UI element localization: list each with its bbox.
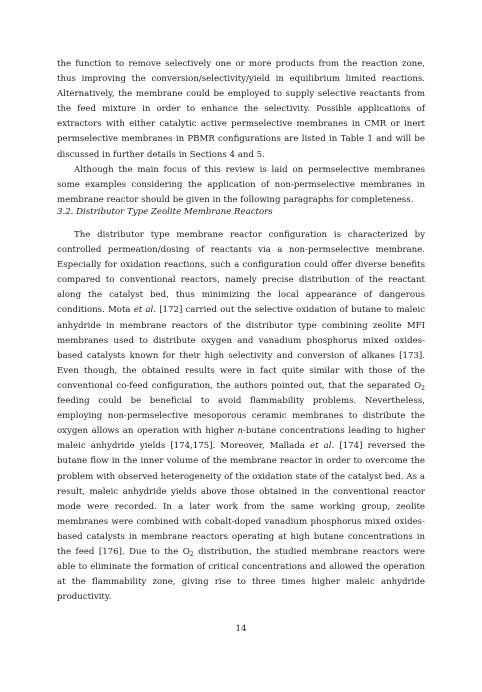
intro-text <box>57 57 425 208</box>
text-run: feeding could be beneficial to avoid flammability problems. Nevertheless, employing non-permselective mesoporous ceramic membranes to distribute the oxygen allows an operation with higher <box>57 396 425 437</box>
text-run: [174] reversed the butane flow in the inner volume of the membrane reactor in order to overcome the problem with observed heterogeneity of the oxidation state of the catalyst bed. As a result, maleic anhydride yields above those obtained in the conventional reactor mode were recorded. In a later work from the same working group, zeolite membranes were combined with cobalt-doped vanadium phosphorus mixed oxides-based catalysts in membrane reactors operating at high butane concentrations in the feed [176]. Due to the O <box>57 441 425 557</box>
et-al-italic: et al. <box>133 305 157 316</box>
section-heading: 3.2. Distributor Type Zeolite Membrane Reactors <box>57 207 273 217</box>
n-italic: n <box>237 426 244 437</box>
text-run: The distributor type membrane reactor configuration is characterized by controlled permeation/dosing of reactants via a non-permselective membrane. Especially for oxidation reactions, such a configuration could offer diverse benefits compared to conventional reactors, namely precise distribution of the reactant along the catalyst bed, thus minimizing the local appearance of dangerous conditions. Mota <box>57 230 425 316</box>
paragraph-focus-note: Although the main focus of this review is laid on permselective membranes some examples considering the application of non-permselective membranes in membrane reactor should be given in the following paragraphs for completeness. <box>57 164 425 205</box>
section-text <box>57 228 425 605</box>
paragraph-continuation: the function to remove selectively one or more products from the reaction zone, thus improving the conversion/selectivity/yield in equilibrium limited reactions. Alternatively, the membrane could be employed to supply selective reactants from the feed mixture in order to enhance the selectivity. Possible applications of extractors with either catalytic active permselective membranes in CMR or inert permselective membranes in PBMR configurations are listed in Table 1 and will be discussed in further details in Sections 4 and 5. <box>57 59 425 160</box>
subscript: 2 <box>189 550 194 558</box>
text-run: -butane concentrations leading to higher maleic anhydride yields [174,175]. Moreover, Mallada <box>57 426 425 452</box>
page-number: 14 <box>235 624 247 634</box>
text-run: [172] carried out the selective oxidation of butane to maleic anhydride in membrane reactors of the distributor type combining zeolite MFI membranes used to distribute oxygen and vanadium phosphorus mixed oxides-based catalysts known for their high selectivity and conversion of alkanes [173]. Even though, the obtained results were in fact quite similar with those of the conventional co-feed configuration, the authors pointed out, that the separated O <box>57 305 426 391</box>
et-al-italic: et al. <box>309 441 335 452</box>
subscript: 2 <box>421 384 425 392</box>
section-paragraph <box>57 228 425 605</box>
text-run: distribution, the studied membrane reactors were able to eliminate the formation of critical concentrations and allowed the operation at the flammability zone, giving rise to three times higher maleic anhydride productivity. <box>57 546 425 603</box>
